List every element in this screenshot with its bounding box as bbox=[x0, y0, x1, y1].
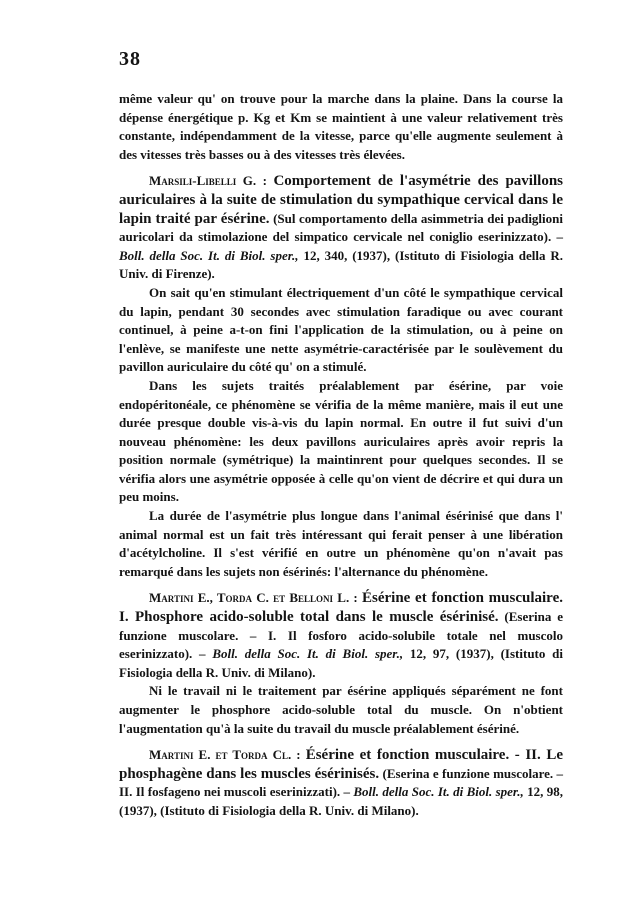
entry-italian-note: (Sul comportamento della asimmetria dei padiglioni auricolari da stimolazione del simpatico cervicale nel coniglio eserinizzato). – bbox=[119, 210, 563, 245]
abstract-entry-heading bbox=[119, 172, 563, 284]
entry-reference: 12, 97, (1937), (Istituto di Fisiologia della R. Univ. di Milano). bbox=[119, 646, 563, 680]
entry-title: Ésérine et fonction musculaire. I. Phosphore acido-soluble total dans le muscle ésérinisé. bbox=[119, 590, 563, 626]
page-number: 38 bbox=[119, 48, 141, 70]
entry-title: Ésérine et fonction musculaire. - II. Le phosphagène dans les muscles ésérinisés. bbox=[119, 747, 563, 782]
abstract-paragraph: On sait qu'en stimulant électriquement d'un côté le sympathique cervical du lapin, pendant 30 secondes avec stimulation faradique ou avec courant continuel, à peine a-t-on fini l'application de la stimulation, ou à peine on l'enlève, se manifeste une nette asymétrie-caractérisée par le soulèvement du pavillon auriculaire du côté qu' on a stimulé. bbox=[119, 284, 563, 375]
entry-author: Martini E., Torda C. et Belloni L. : bbox=[149, 590, 358, 606]
abstract-paragraph: Ni le travail ni le traitement par ésérine appliqués séparément ne font augmenter le phosphore acido-soluble total du muscle. On n'obtient l'augmentation qu'à la suite du travail du muscle préalablement ésériné. bbox=[119, 683, 563, 736]
entry-journal: Boll. della Soc. It. di Biol. sper., bbox=[119, 247, 299, 263]
entry-title: Comportement de l'asymétrie des pavillons auriculaires à la suite de stimulation du sympathique cervical dans le lapin traité par ésérine. bbox=[119, 173, 563, 227]
entry-reference: 12, 98, (1937), (Istituto di Fisiologia della R. Univ. di Milano). bbox=[119, 784, 563, 818]
entry-journal: Boll. della Soc. It. di Biol. sper., bbox=[353, 784, 524, 800]
continuation-paragraph: même valeur qu' on trouve pour la marche dans la plaine. Dans la course la dépense énergétique p. Kg et Km se maintient à une valeur relativement très constante, indépendamment de la vitesse, parce qu'elle augmente seulement à des vitesses très basses ou à des vitesses très élevées. bbox=[119, 91, 563, 162]
entry-author: Marsili-Libelli G. : bbox=[149, 173, 267, 189]
entry-italian-note: (Eserina e funzione muscolare. – I. Il fosforo acido-solubile totale nel muscolo eserinizzato). – bbox=[119, 609, 564, 662]
entry-italian-note: (Eserina e funzione muscolare. – II. Il fosfageno nei muscoli eserinizzati). – bbox=[119, 765, 564, 800]
entry-author: Martini E. et Torda Cl. : bbox=[149, 747, 301, 763]
page-body bbox=[119, 90, 563, 821]
entry-reference: 12, 340, (1937), (Istituto di Fisiologia della R. Univ. di Firenze). bbox=[119, 247, 563, 282]
abstract-entry-heading bbox=[119, 746, 563, 820]
abstract-paragraph: La durée de l'asymétrie plus longue dans l'animal ésérinisé que dans l' animal normal est un fait très intéressant qui ferait penser à une libération d'acétylcholine. Il s'est vérifié en outre un phénomène qu'on n'avait pas remarqué dans les sujets non ésérinés: l'alternance du phénomène. bbox=[119, 508, 563, 579]
abstract-paragraph: Dans les sujets traités préalablement par ésérine, par voie endopéritonéale, ce phénomène se vérifia de la même manière, mais il eut une durée presque double vis-à-vis du lapin normal. En outre il fut suivi d'un nouveau phénomène: les deux pavillons auriculaires après avoir repris la position normale (symétrique) la maintinrent pour quelques secondes. Il se vérifia alors une asymétrie opposée à celle qu'on vient de décrire et qui dura un peu moins. bbox=[119, 377, 563, 505]
entry-journal: Boll. della Soc. It. di Biol. sper., bbox=[212, 646, 404, 662]
abstract-entry-heading bbox=[119, 589, 563, 682]
